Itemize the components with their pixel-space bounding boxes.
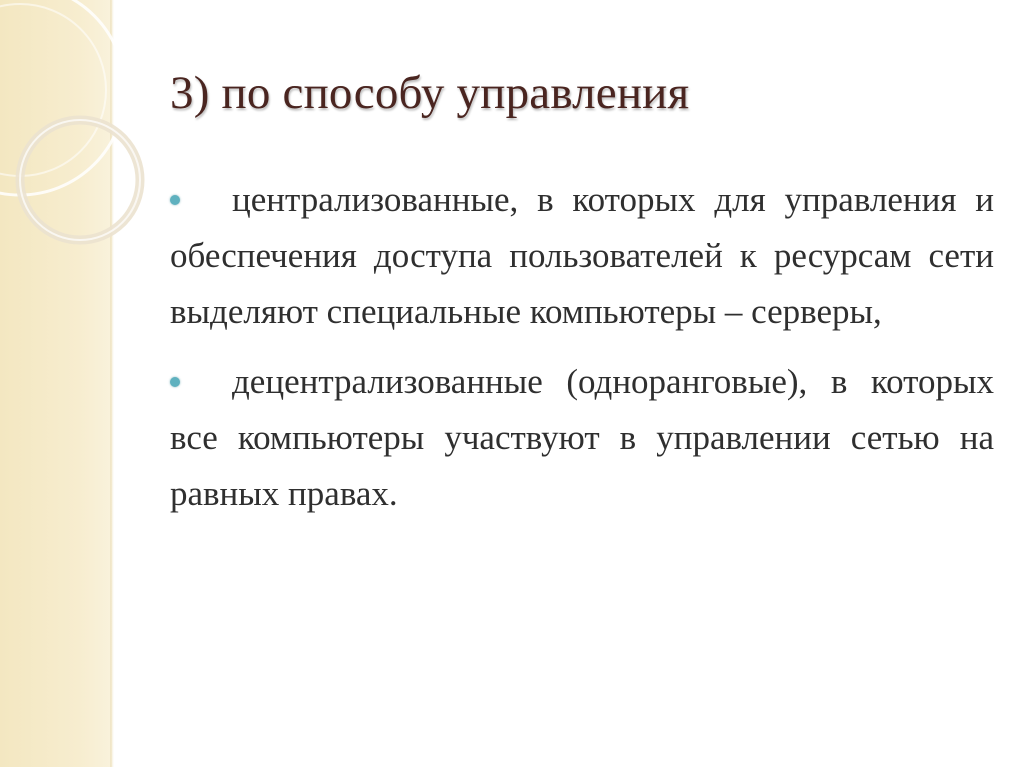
- slide-title: 3) по способу управления: [170, 67, 690, 119]
- bullet-dot-icon: [170, 377, 180, 387]
- bullet-dot-icon: [170, 195, 180, 205]
- bullet-item-decentralized: [170, 354, 994, 522]
- bullet-text: децентрализованные (одноранговые), в которых все компьютеры участвуют в управлении сетью на равных правах.: [170, 362, 994, 513]
- bullet-list: [170, 172, 994, 536]
- bullet-text: централизованные, в которых для управления и обеспечения доступа пользователей к ресурсам сети выделяют специальные компьютеры – серверы,: [170, 180, 994, 331]
- bullet-item-centralized: [170, 172, 994, 340]
